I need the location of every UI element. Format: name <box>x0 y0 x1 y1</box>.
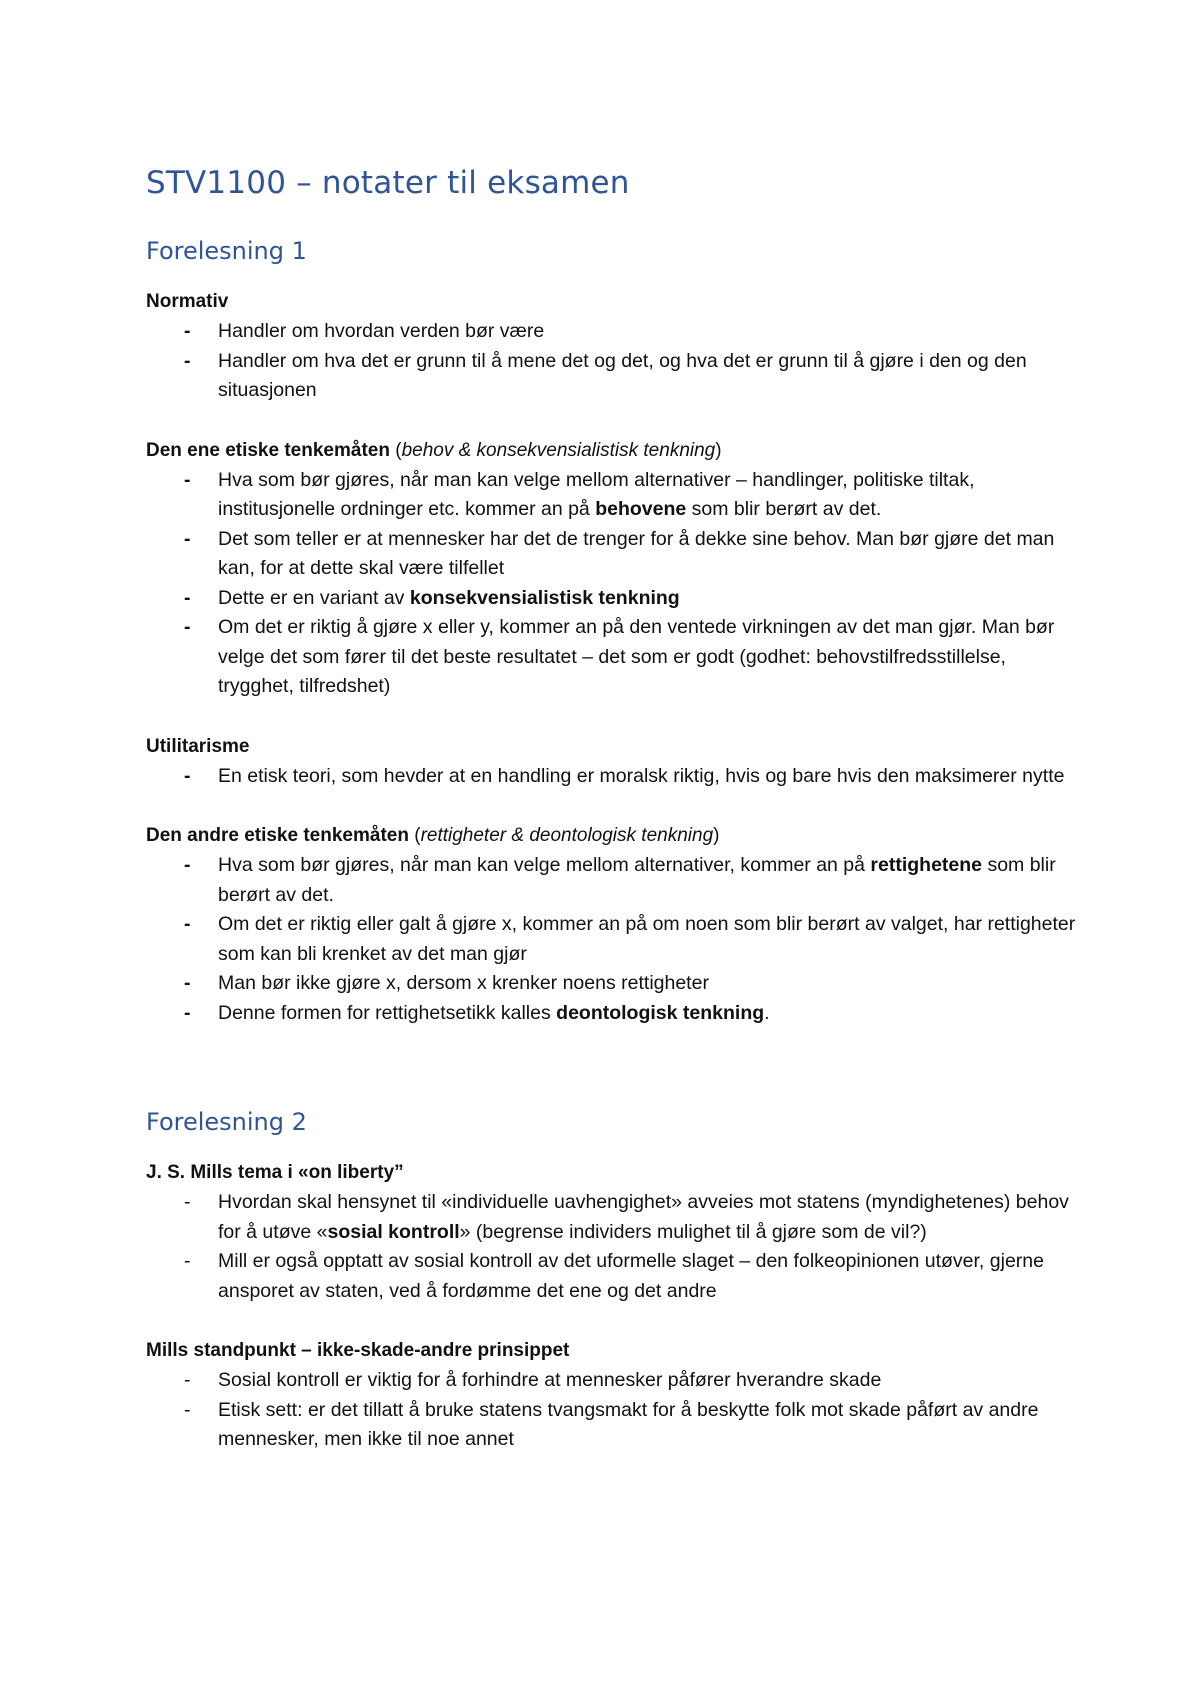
section-behov <box>146 436 1080 702</box>
lecture-heading-2: Forelesning 2 <box>146 1108 307 1136</box>
section-heading: Mills standpunkt – ikke-skade-andre prinsippet <box>146 1340 570 1361</box>
section-heading: Den ene etiske tenkemåten (behov & konsekvensialistisk tenkning) <box>146 439 722 461</box>
list-item: - En etisk teori, som hevder at en handling er moralsk riktig, hvis og bare hvis den maksimerer nytte <box>146 762 1080 792</box>
list-item: - Dette er en variant av konsekvensialistisk tenkning <box>146 584 1080 614</box>
bullet-list <box>146 1188 1080 1306</box>
list-item: - Det som teller er at mennesker har det de trenger for å dekke sine behov. Man bør gjøre det man kan, for at dette skal være tilfellet <box>146 525 1080 584</box>
list-item: - Om det er riktig å gjøre x eller y, kommer an på den ventede virkningen av det man gjør. Man bør velge det som fører til det beste resultatet – det som er godt (godhet: behovstilfredsstillelse, trygghet, tilfredshet) <box>146 613 1080 702</box>
list-item: - Man bør ikke gjøre x, dersom x krenker noens rettigheter <box>146 969 1080 999</box>
section-mill-tema <box>146 1158 1080 1306</box>
list-item: - Hva som bør gjøres, når man kan velge mellom alternativer, kommer an på rettighetene som blir berørt av det. <box>146 851 1080 910</box>
list-item: - Mill er også opptatt av sosial kontroll av det uformelle slaget – den folkeopinionen utøver, gjerne ansporet av staten, ved å fordømme det ene og det andre <box>146 1247 1080 1306</box>
lecture-heading-1: Forelesning 1 <box>146 237 307 265</box>
list-item: - Denne formen for rettighetsetikk kalles deontologisk tenkning. <box>146 999 1080 1029</box>
bullet-list <box>146 466 1080 702</box>
section-utilitarisme <box>146 732 1080 792</box>
bullet-list <box>146 851 1080 1028</box>
section-mill-standpunkt <box>146 1336 1080 1455</box>
list-item: - Handler om hva det er grunn til å mene det og det, og hva det er grunn til å gjøre i den og den situasjonen <box>146 347 1080 406</box>
section-rettigheter <box>146 821 1080 1028</box>
section-heading: Utilitarisme <box>146 735 250 757</box>
list-item: - Hvordan skal hensynet til «individuelle uavhengighet» avveies mot statens (myndighetenes) behov for å utøve «sosial kontroll» (begrense individers mulighet til å gjøre som de vil?) <box>146 1188 1080 1247</box>
list-item: - Om det er riktig eller galt å gjøre x, kommer an på om noen som blir berørt av valget, har rettigheter som kan bli krenket av det man gjør <box>146 910 1080 969</box>
list-item: - Hva som bør gjøres, når man kan velge mellom alternativer – handlinger, politiske tiltak, institusjonelle ordninger etc. kommer an på behovene som blir berørt av det. <box>146 466 1080 525</box>
list-item: - Handler om hvordan verden bør være <box>146 317 1080 347</box>
bullet-list <box>146 317 1080 406</box>
bullet-list <box>146 1366 1080 1455</box>
list-item: - Sosial kontroll er viktig for å forhindre at mennesker påfører hverandre skade <box>146 1366 1080 1396</box>
bullet-list <box>146 762 1080 792</box>
list-item: - Etisk sett: er det tillatt å bruke statens tvangsmakt for å beskytte folk mot skade påført av andre mennesker, men ikke til noe annet <box>146 1396 1080 1455</box>
section-heading: Normativ <box>146 291 229 312</box>
section-normativ <box>146 287 1080 406</box>
section-heading: J. S. Mills tema i «on liberty” <box>146 1162 404 1183</box>
document-title: STV1100 – notater til eksamen <box>146 165 630 201</box>
section-heading: Den andre etiske tenkemåten (rettigheter & deontologisk tenkning) <box>146 825 720 846</box>
